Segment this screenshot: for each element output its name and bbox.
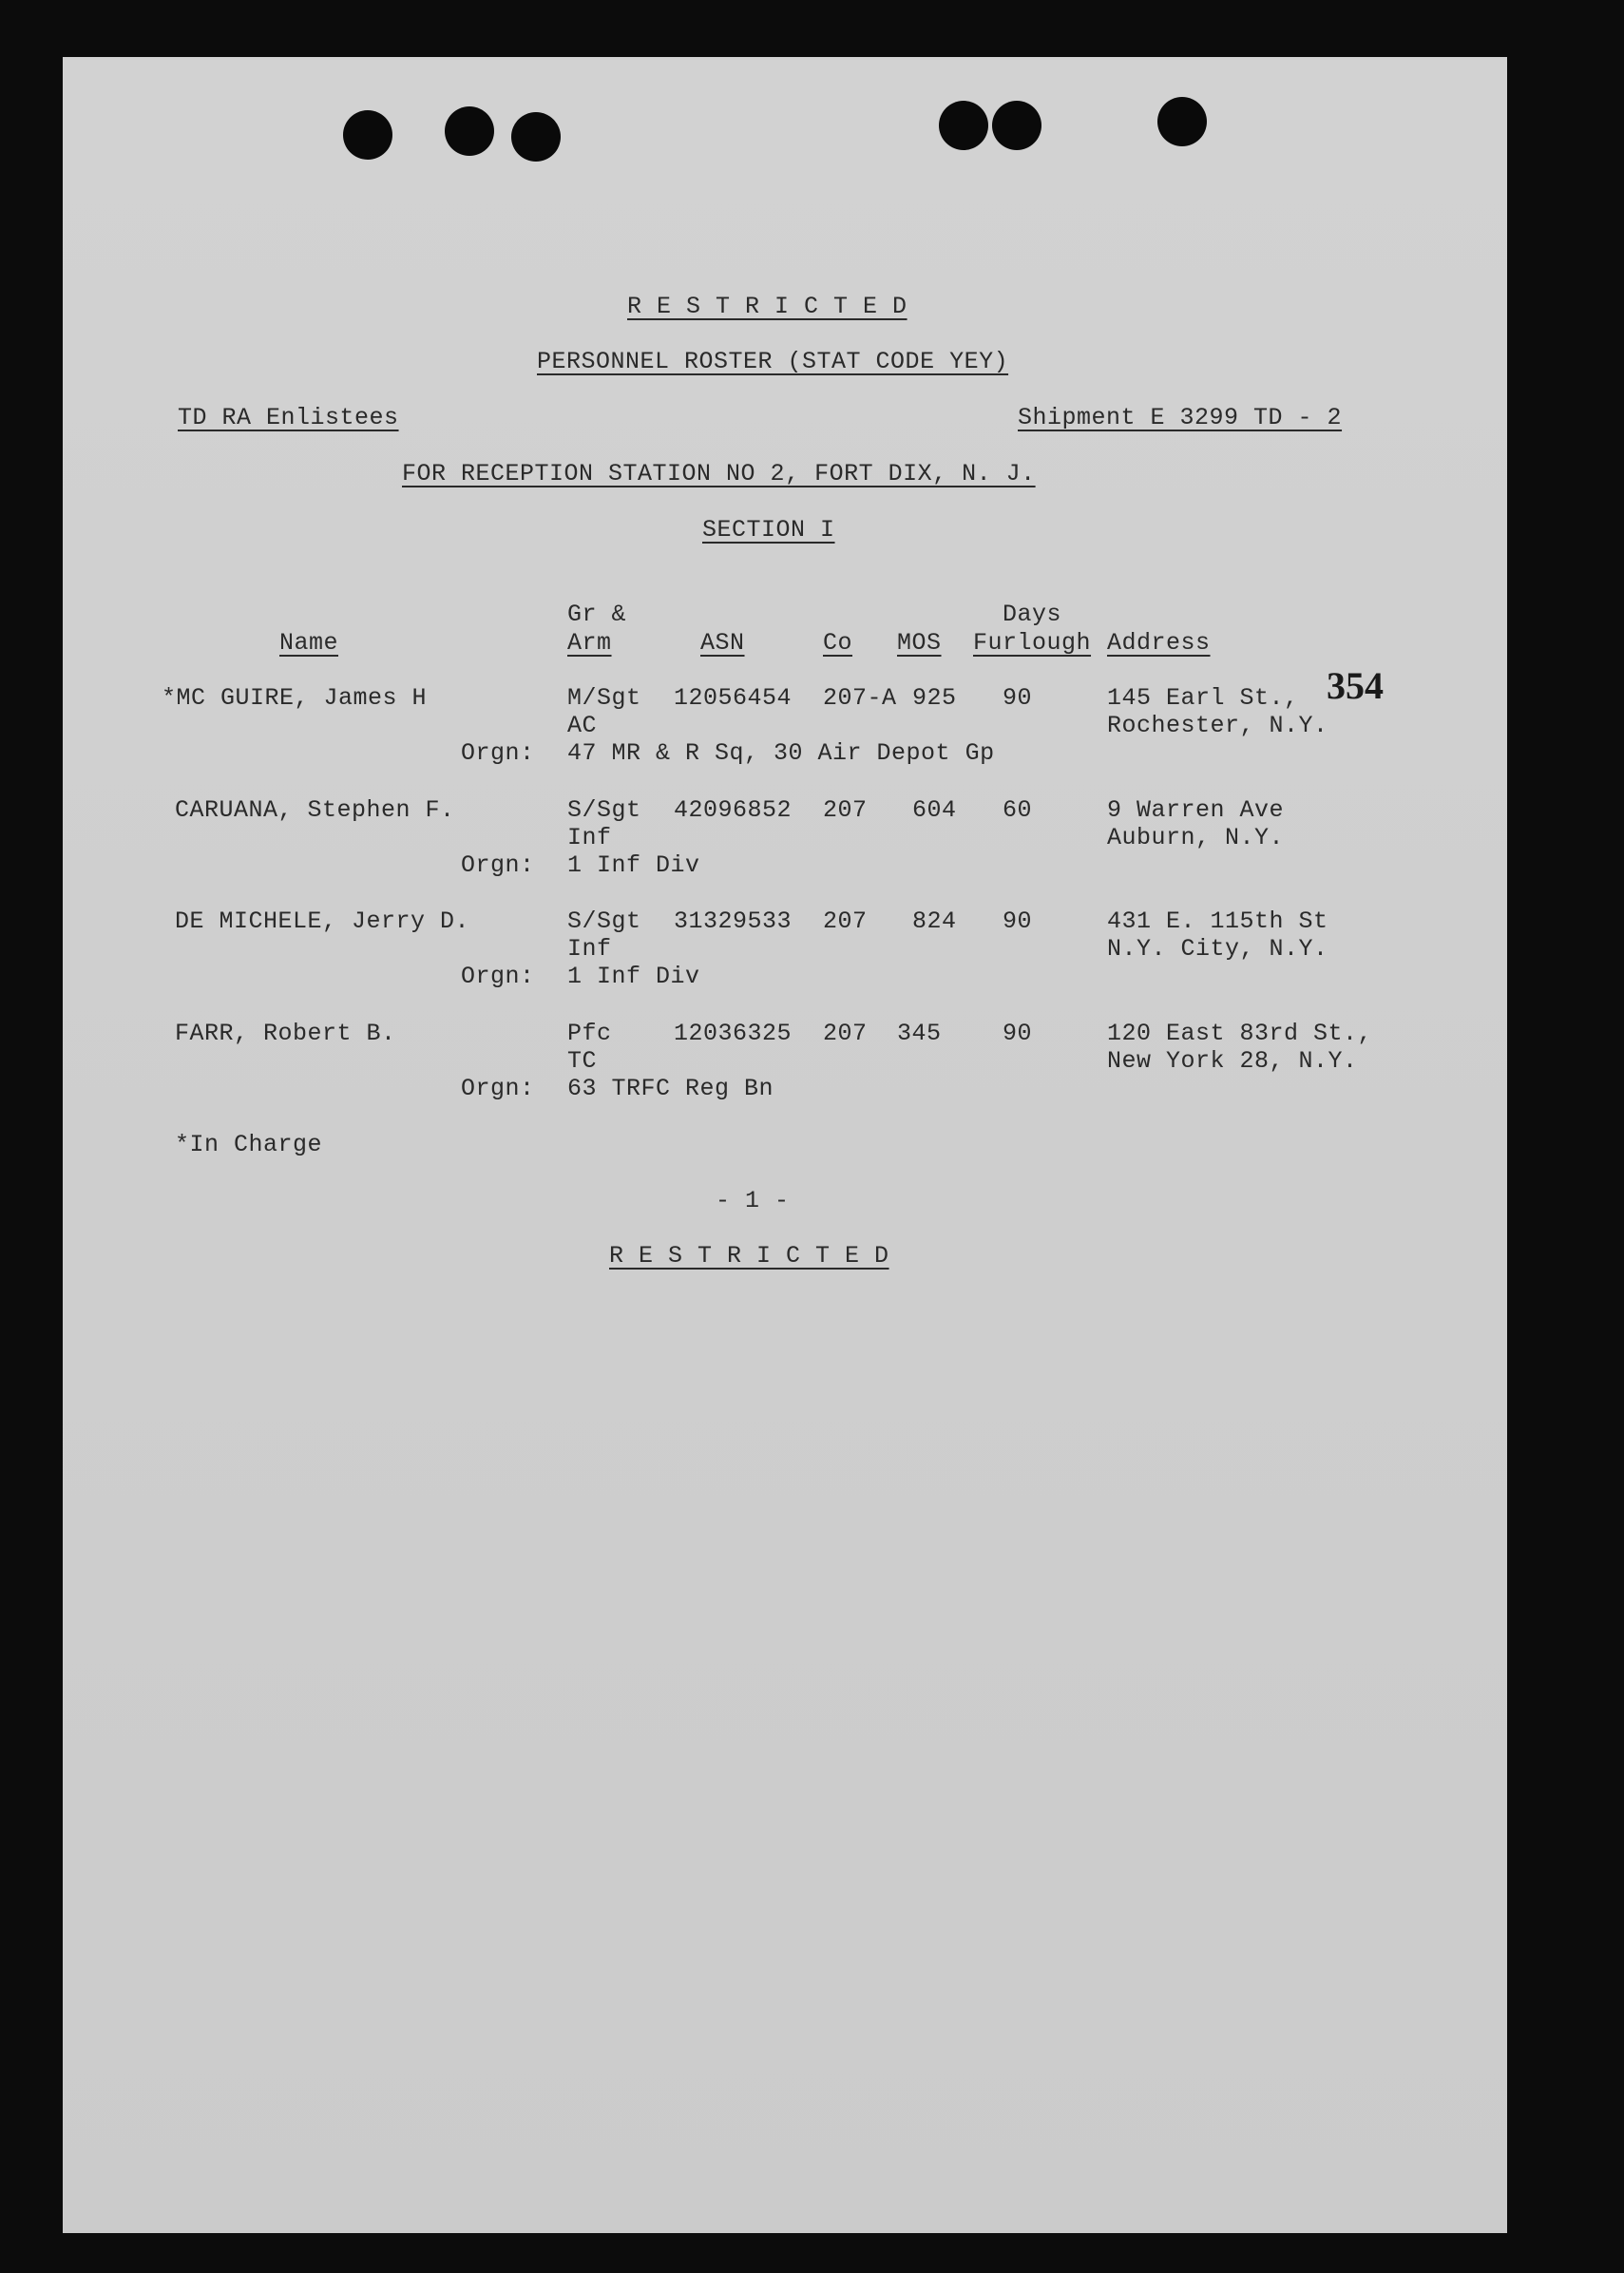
punch-hole (511, 112, 561, 162)
row-address-line2: Rochester, N.Y. (1107, 712, 1328, 739)
furlough-header: Furlough (973, 629, 1092, 657)
row-grade: S/Sgt (567, 907, 641, 935)
row-grade: Pfc (567, 1020, 612, 1047)
row-name: CARUANA, Stephen F. (175, 796, 455, 824)
shipment-label: Shipment E 3299 TD - 2 (1018, 404, 1343, 431)
row-address-line2: N.Y. City, N.Y. (1107, 935, 1328, 963)
row-address-line2: Auburn, N.Y. (1107, 824, 1285, 851)
row-arm: Inf (567, 824, 612, 851)
section-heading: SECTION I (702, 516, 835, 544)
row-name: DE MICHELE, Jerry D. (175, 907, 470, 935)
row-asn: 12036325 (674, 1020, 793, 1047)
grade-header-top: Gr & (567, 601, 627, 628)
row-days: 90 (1003, 907, 1033, 935)
row-orgn: 1 Inf Div (567, 851, 700, 879)
orgn-label: Orgn: (461, 963, 535, 990)
row-days: 90 (1003, 684, 1033, 712)
punch-hole (445, 106, 494, 156)
orgn-label: Orgn: (461, 1075, 535, 1102)
row-orgn: 1 Inf Div (567, 963, 700, 990)
orgn-label: Orgn: (461, 739, 535, 767)
row-arm: AC (567, 712, 598, 739)
punch-hole (992, 101, 1041, 150)
address-header: Address (1107, 629, 1211, 657)
punch-hole (1157, 97, 1207, 146)
row-orgn: 63 TRFC Reg Bn (567, 1075, 774, 1102)
row-co: 207 (823, 907, 868, 935)
row-co: 207 (823, 796, 868, 824)
row-name: FARR, Robert B. (175, 1020, 396, 1047)
classification-footer: R E S T R I C T E D (609, 1242, 889, 1270)
row-co: 207 (823, 1020, 868, 1047)
row-address-line1: 431 E. 115th St (1107, 907, 1328, 935)
punch-hole (343, 110, 392, 160)
asn-header: ASN (700, 629, 745, 657)
row-days: 60 (1003, 796, 1033, 824)
name-header: Name (279, 629, 339, 657)
row-name: *MC GUIRE, James H (162, 684, 428, 712)
row-grade: S/Sgt (567, 796, 641, 824)
document-title: PERSONNEL ROSTER (STAT CODE YEY) (537, 348, 1009, 375)
row-mos: 824 (912, 907, 957, 935)
row-address-line2: New York 28, N.Y. (1107, 1047, 1358, 1075)
row-arm: Inf (567, 935, 612, 963)
row-grade: M/Sgt (567, 684, 641, 712)
reception-station-heading: FOR RECEPTION STATION NO 2, FORT DIX, N. J. (402, 460, 1036, 487)
row-asn: 31329533 (674, 907, 793, 935)
page-number: - 1 - (716, 1187, 790, 1214)
row-mos: 925 (912, 684, 957, 712)
row-days: 90 (1003, 1020, 1033, 1047)
row-address-line1: 9 Warren Ave (1107, 796, 1285, 824)
orgn-label: Orgn: (461, 851, 535, 879)
classification-header: R E S T R I C T E D (627, 293, 908, 320)
row-mos: 345 (897, 1020, 942, 1047)
enlistees-label: TD RA Enlistees (178, 404, 399, 431)
row-co: 207-A (823, 684, 897, 712)
row-asn: 12056454 (674, 684, 793, 712)
row-address-line1: 120 East 83rd St., (1107, 1020, 1373, 1047)
row-address-line1: 145 Earl St., (1107, 684, 1299, 712)
page-stamp-number: 354 (1327, 664, 1384, 707)
arm-header: Arm (567, 629, 612, 657)
row-mos: 604 (912, 796, 957, 824)
days-header-top: Days (1003, 601, 1062, 628)
row-orgn: 47 MR & R Sq, 30 Air Depot Gp (567, 739, 995, 767)
footnote: *In Charge (175, 1131, 323, 1158)
row-asn: 42096852 (674, 796, 793, 824)
row-arm: TC (567, 1047, 598, 1075)
punch-hole (939, 101, 988, 150)
co-header: Co (823, 629, 853, 657)
mos-header: MOS (897, 629, 942, 657)
